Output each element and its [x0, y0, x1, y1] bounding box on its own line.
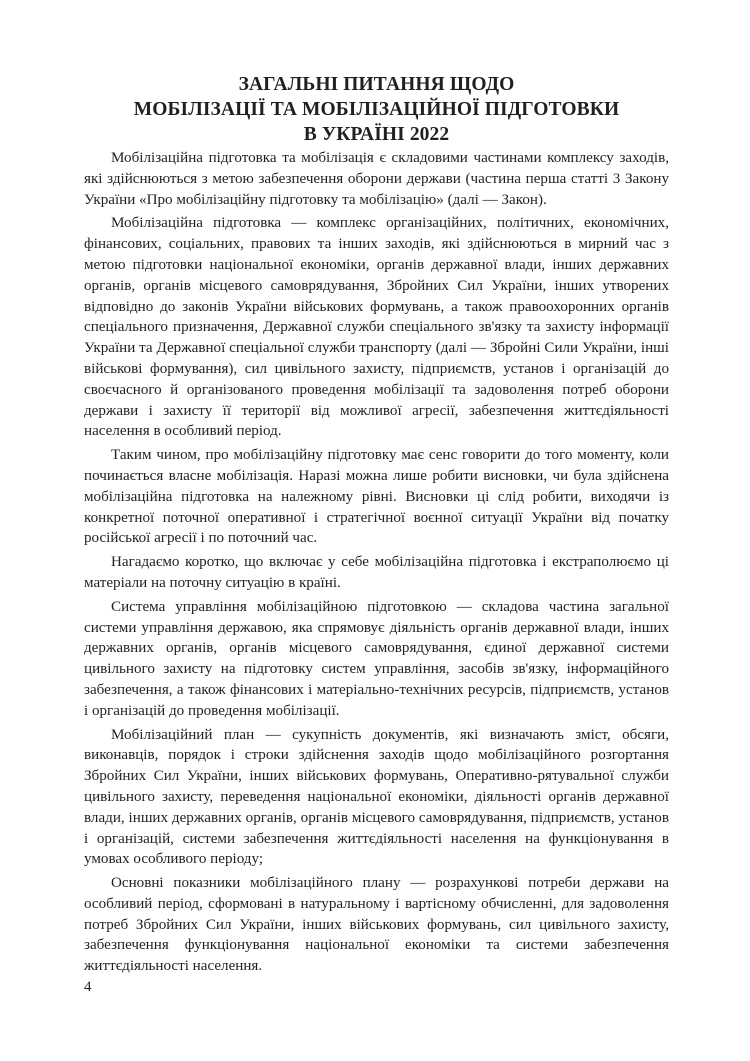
document-title: [84, 72, 669, 147]
title-line: ЗАГАЛЬНІ ПИТАННЯ ЩОДО: [238, 74, 515, 95]
paragraph: Мобілізаційний план — сукупність документів, які визначають зміст, обсяги, виконавців, порядок і строки здійснення заходів щодо мобілізаційного розгортання Збройних Сил України, інших військових формувань, Оперативно-рятувальної служби цивільного захисту, переведення національної економіки, діяльності органів державної влади, інших державних органів, органів місцевого самоврядування, підприємств, установ і організацій, системи забезпечення життєдіяльності населення на функціонування в умовах особливого періоду;: [84, 726, 669, 868]
paragraph: Мобілізаційна підготовка — комплекс організаційних, політичних, економічних, фінансових, соціальних, правових та інших заходів, які здійснюються в мирний час з метою підготовки національної економіки, органів державної влади, інших державних органів, органів місцевого самоврядування, Збройних Сил України, інших утворених відповідно до законів України військових формувань, а також правоохоронних органів спеціального призначення, Державної служби спеціального зв'язку та захисту інформації України та Державної спеціальної служби транспорту (далі — Збройні Сили України, інші військові формування), сил цивільного захисту, підприємств, установ і організацій до своєчасного й організованого проведення мобілізації та задоволення потреб оборони держави і захисту її території від можливої агресії, забезпечення життєдіяльності населення в особливий період.: [84, 215, 669, 440]
title-line: В УКРАЇНІ 2022: [303, 124, 450, 145]
paragraph: Нагадаємо коротко, що включає у себе мобілізаційна підготовка і екстраполюємо ці матеріали на поточну ситуацію в країні.: [84, 554, 669, 591]
title-line: МОБІЛІЗАЦІЇ ТА МОБІЛІЗАЦІЙНОЇ ПІДГОТОВКИ: [133, 99, 620, 120]
paragraph: Основні показники мобілізаційного плану — розрахункові потреби держави на особливий період, сформовані в натуральному і вартісному обчисленні, для задоволення потреб Збройних Сил України, інших військових формувань, сил цивільного захисту, забезпечення функціонування національної економіки та системи забезпечення життєдіяльності населення.: [84, 875, 669, 975]
page-content: [84, 72, 669, 977]
paragraph: Таким чином, про мобілізаційну підготовку має сенс говорити до того моменту, коли починається власне мобілізація. Наразі можна лише робити висновки, чи була здійснена мобілізаційна підготовка на належному рівні. Висновки ці слід робити, виходячи із конкретної поточної оперативної і стратегічної воєнної ситуації України від початку російської агресії і по поточний час.: [84, 447, 669, 547]
page-number: 4: [84, 979, 92, 995]
paragraph: Система управління мобілізаційною підготовкою — складова частина загальної системи управління державою, яка спрямовує діяльність органів державної влади, інших державних органів, органів місцевого самоврядування, єдиної державної системи цивільного захисту на підготовку систем управління, засобів зв'язку, інформаційного забезпечення, а також фінансових і матеріально-технічних ресурсів, підприємств, установ і організацій до проведення мобілізації.: [84, 598, 669, 719]
paragraph: Мобілізаційна підготовка та мобілізація є складовими частинами комплексу заходів, які здійснюються з метою забезпечення оборони держави (частина перша статті 3 Закону України «Про мобілізаційну підготовку та мобілізацію» (далі — Закон).: [84, 150, 669, 208]
